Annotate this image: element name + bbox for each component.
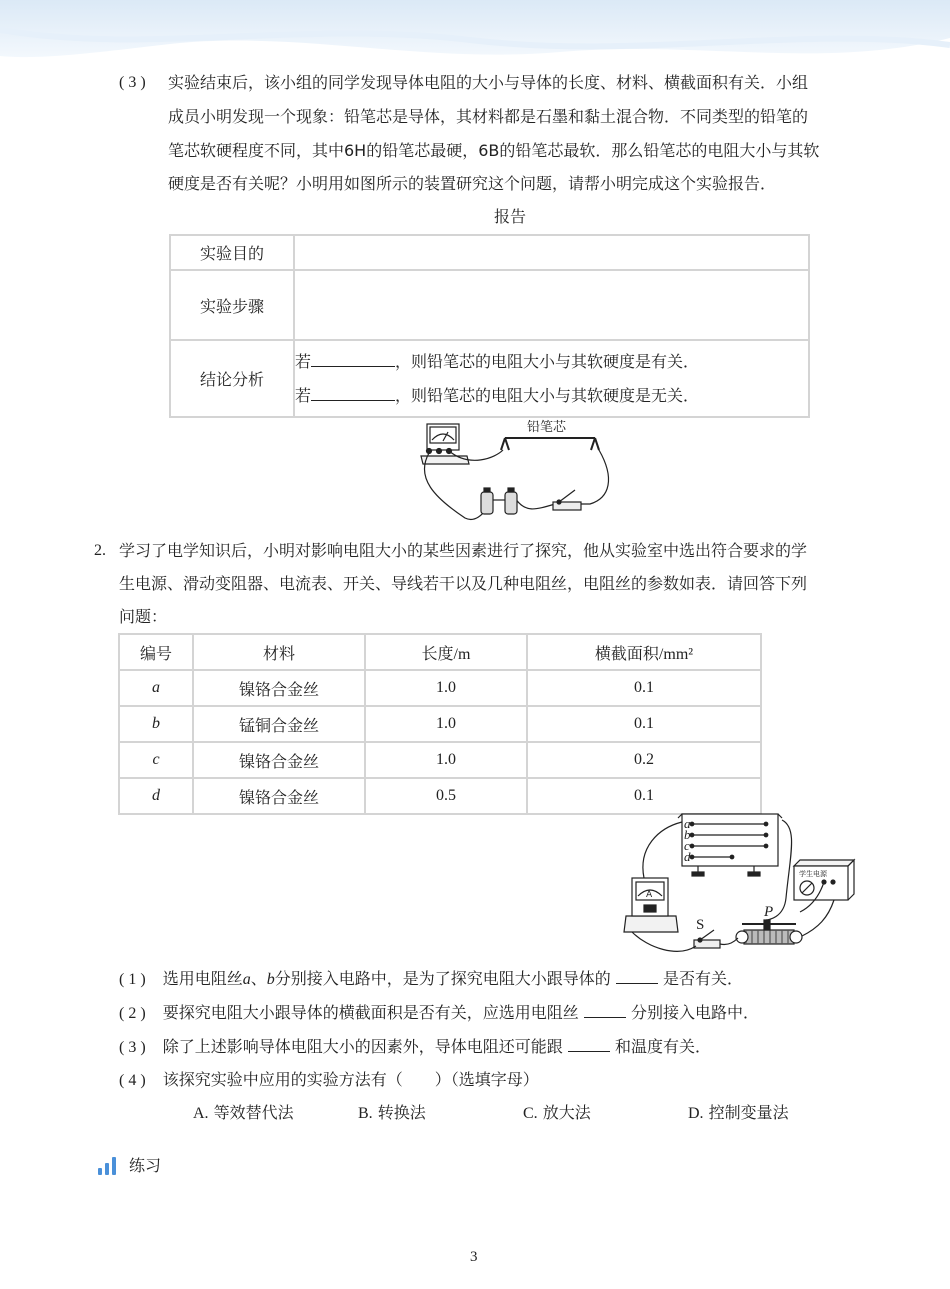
sub-question-3	[119, 1037, 711, 1058]
pencil-lead-icon	[501, 438, 599, 450]
power-supply-icon	[794, 860, 854, 900]
wire-label-b: b	[684, 827, 691, 842]
q3-label: ( 3 )	[119, 74, 146, 91]
table-cell: b	[119, 706, 193, 742]
bar-chart-icon	[97, 1156, 119, 1176]
option-d[interactable]	[688, 1103, 789, 1124]
conclusion-line-1	[295, 345, 808, 379]
wire-label-a: a	[684, 816, 691, 831]
pencil-lead-label: 铅笔芯	[527, 420, 567, 435]
sub1-text-c: 是否有关．	[662, 969, 743, 988]
sub1-text-b: 分别接入电路中，是为了探究电阻大小跟导体的	[274, 969, 611, 988]
sub1-wire-a: a	[242, 971, 251, 988]
wire-parameters-table	[118, 633, 762, 815]
table-cell: 1.0	[365, 670, 527, 706]
table-header: 编号	[119, 634, 193, 670]
conclusion-2-blank[interactable]	[311, 386, 395, 401]
sub4-label: ( 4 )	[119, 1072, 146, 1089]
sub2-label: ( 2 )	[119, 1005, 146, 1022]
option-c-letter: C.	[523, 1105, 538, 1122]
sub3-text-b: 和温度有关．	[614, 1037, 711, 1056]
sub1-separator: 、	[250, 969, 267, 988]
conclusion-2-prefix: 若	[295, 385, 312, 405]
report-steps-label: 实验步骤	[170, 270, 294, 340]
table-header: 长度/m	[365, 634, 527, 670]
q3-line-1: 实验结束后，该小组的同学发现导体电阻的大小与导体的长度、材料、横截面积有关．小组	[168, 73, 809, 92]
table-cell: 0.1	[527, 670, 761, 706]
q2-line-1: 学习了电学知识后，小明对影响电阻大小的某些因素进行了探究，他从实验室中选出符合要求的学	[119, 541, 808, 560]
table-cell: 0.1	[527, 778, 761, 814]
table-header-row	[119, 634, 761, 670]
table-cell: a	[119, 670, 193, 706]
table-cell: 镍铬合金丝	[193, 742, 365, 778]
report-purpose-cell[interactable]	[294, 235, 809, 270]
report-title: 报告	[494, 207, 527, 226]
option-b[interactable]	[358, 1103, 426, 1124]
option-a-letter: A.	[193, 1105, 209, 1122]
wire-label-d: d	[684, 849, 691, 864]
sub-question-4	[119, 1070, 539, 1091]
ammeter-label: A	[646, 890, 653, 900]
q3-line-3: 笔芯软硬程度不同，其中6H的铅笔芯最硬，6B的铅笔芯最软．那么铅笔芯的电阻大小与其软	[168, 141, 820, 160]
report-table	[169, 234, 810, 418]
power-supply-label: 学生电源	[799, 870, 827, 878]
option-a[interactable]	[193, 1103, 294, 1124]
sub1-blank[interactable]	[616, 969, 658, 984]
sub1-wire-b: b	[266, 971, 275, 988]
conclusion-1-suffix: ，则铅笔芯的电阻大小与其软硬度是有关．	[395, 351, 700, 371]
option-b-letter: B.	[358, 1105, 373, 1122]
q2-line-3: 问题：	[119, 607, 168, 626]
q2-number: 2.	[94, 542, 106, 559]
table-cell: 镍铬合金丝	[193, 778, 365, 814]
table-cell: 1.0	[365, 706, 527, 742]
table-header: 横截面积/mm²	[527, 634, 761, 670]
conclusion-1-blank[interactable]	[311, 352, 395, 367]
switch-label: S	[696, 917, 705, 933]
sub2-text-b: 分别接入电路中．	[630, 1003, 759, 1022]
resistance-wire-circuit-figure	[618, 808, 858, 958]
sub2-blank[interactable]	[584, 1003, 626, 1018]
option-c[interactable]	[523, 1103, 591, 1124]
table-row	[119, 670, 761, 706]
report-steps-cell[interactable]	[294, 270, 809, 340]
report-purpose-label: 实验目的	[170, 235, 294, 270]
q3-line-4: 硬度是否有关呢？小明用如图所示的装置研究这个问题，请帮小明完成这个实验报告．	[168, 174, 777, 193]
option-b-text: 转换法	[377, 1103, 426, 1122]
option-a-text: 等效替代法	[213, 1103, 294, 1122]
q2-line-2: 生电源、滑动变阻器、电流表、开关、导线若干以及几种电阻丝，电阻丝的参数如表．请回答下列	[119, 574, 808, 593]
conclusion-1-prefix: 若	[295, 351, 312, 371]
option-c-text: 放大法	[542, 1103, 591, 1122]
rheostat-icon	[736, 920, 802, 944]
wire-board-icon	[678, 814, 782, 876]
conclusion-2-suffix: ，则铅笔芯的电阻大小与其软硬度是无关．	[395, 385, 700, 405]
table-row	[119, 706, 761, 742]
section-title: 练习	[129, 1156, 162, 1175]
table-cell: 锰铜合金丝	[193, 706, 365, 742]
wire-label-c: c	[684, 838, 690, 853]
sub2-text-a: 要探究电阻大小跟导体的横截面积是否有关，应选用电阻丝	[162, 1003, 579, 1022]
table-row	[119, 742, 761, 778]
ammeter-icon	[624, 878, 678, 932]
pencil-lead-circuit-figure	[415, 418, 620, 526]
option-d-text: 控制变量法	[708, 1103, 789, 1122]
header-wave-decoration	[0, 0, 950, 70]
switch-icon	[553, 490, 581, 510]
battery-icon	[481, 488, 517, 514]
sub3-label: ( 3 )	[119, 1039, 146, 1056]
table-cell: 0.1	[527, 706, 761, 742]
report-conclusion-label: 结论分析	[170, 340, 294, 417]
slider-label: P	[764, 904, 774, 920]
sub1-text-a: 选用电阻丝	[162, 969, 243, 988]
report-conclusion-cell	[294, 340, 809, 417]
table-cell: 0.2	[527, 742, 761, 778]
table-cell: c	[119, 742, 193, 778]
sub-question-2	[119, 1003, 759, 1024]
table-cell: 0.5	[365, 778, 527, 814]
table-cell: 镍铬合金丝	[193, 670, 365, 706]
option-d-letter: D.	[688, 1105, 704, 1122]
table-header: 材料	[193, 634, 365, 670]
sub4-text: 该探究实验中应用的实验方法有（ ）（选填字母）	[162, 1070, 539, 1089]
conclusion-line-2	[295, 379, 808, 413]
sub1-label: ( 1 )	[119, 971, 146, 988]
q3-line-2: 成员小明发现一个现象：铅笔芯是导体，其材料都是石墨和黏土混合物．不同类型的铅笔的	[168, 107, 809, 126]
table-cell: 1.0	[365, 742, 527, 778]
page-number: 3	[470, 1249, 478, 1265]
sub-question-1	[119, 969, 743, 990]
sub3-text-a: 除了上述影响导体电阻大小的因素外，导体电阻还可能跟	[162, 1037, 563, 1056]
sub3-blank[interactable]	[568, 1037, 610, 1052]
table-cell: d	[119, 778, 193, 814]
